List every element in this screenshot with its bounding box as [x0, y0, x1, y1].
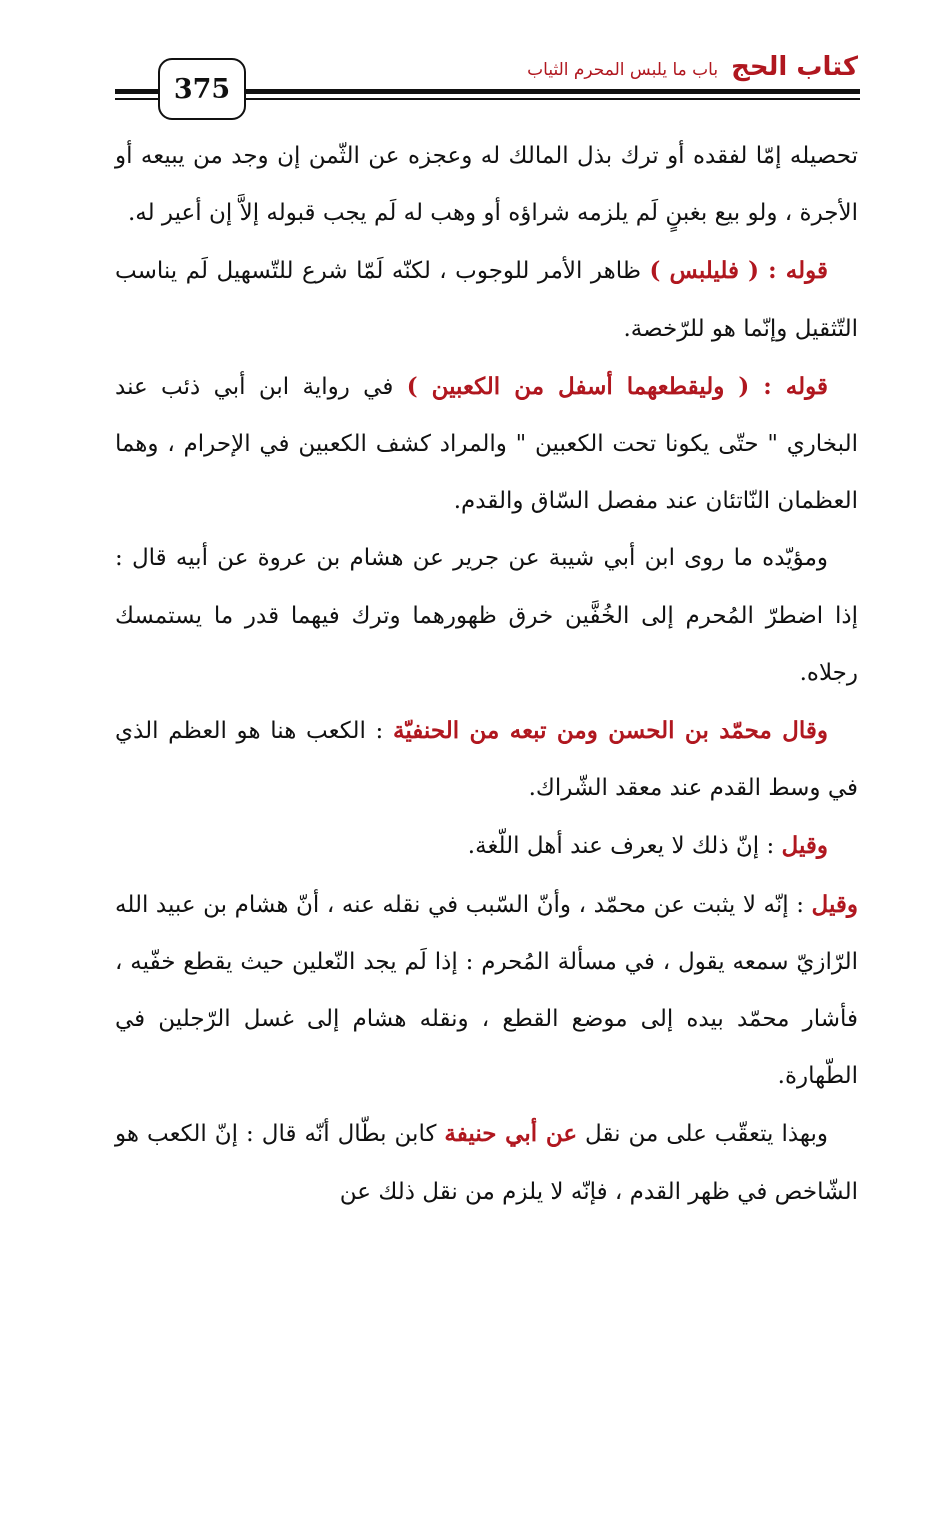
- paragraph-8: [115, 1105, 858, 1220]
- paragraph-8-keyword: عن أبي حنيفة: [444, 1120, 578, 1148]
- paragraph-6-text: : إنّ ذلك لا يعرف عند أهل اللّغة.: [467, 833, 782, 860]
- paragraph-2-keyword: قوله : ( فليلبس ): [649, 257, 828, 285]
- paragraph-8-text: كابن بطّال أنّه قال : إنّ الكعب هو الشّاخص في ظهر القدم ، فإنّه لا يلزم من نقل ذلك عن: [115, 1121, 858, 1205]
- paragraph-3-keyword: قوله : ( وليقطعهما أسفل من الكعبين ): [406, 372, 828, 400]
- book-title: كتاب الحج: [731, 52, 858, 82]
- paragraph-5: [115, 702, 858, 817]
- paragraph-1: [115, 128, 858, 242]
- paragraph-5-keyword: وقال محمّد بن الحسن ومن تبعه من الحنفيّة: [393, 717, 829, 745]
- page-number-box: [158, 58, 246, 120]
- paragraph-5-text: : الكعب هنا هو العظم الذي في وسط القدم عند معقد الشّراك.: [115, 718, 858, 802]
- paragraph-6: [115, 817, 858, 875]
- paragraph-4-text: ومؤيّده ما روى ابن أبي شيبة عن جرير عن هشام بن عروة عن أبيه قال : إذا اضطرّ المُحرم إلى الخُفَّين خرق ظهورهما وترك فيهما قدر ما يستمسك رجلاه.: [115, 545, 858, 686]
- paragraph-3: [115, 358, 858, 531]
- paragraph-7-text: : إنّه لا يثبت عن محمّد ، وأنّ السّبب في نقله عنه ، أنّ هشام بن عبيد الله الرّازيّ سمعه يقول ، في مسألة المُحرم : إذا لَم يجد النّعلين حيث يقطع خفّيه ، فأشار محمّد بيده إلى موضع القطع ، ونقله هشام إلى غسل الرّجلين في الطّهارة.: [115, 891, 858, 1090]
- paragraph-4: [115, 530, 858, 702]
- paragraph-8-lead: وبهذا يتعقّب على من نقل: [577, 1121, 829, 1148]
- paragraph-2-text: ظاهر الأمر للوجوب ، لكنّه لَمّا شرع للتّسهيل لَم يناسب التّثقيل وإنّما هو للرّخصة.: [115, 258, 858, 342]
- page-number: 375: [173, 73, 231, 105]
- paragraph-7-keyword: وقيل: [811, 890, 858, 918]
- paragraph-7: [115, 876, 858, 1106]
- page-body: [115, 128, 858, 1221]
- page-header: [0, 0, 945, 130]
- paragraph-1-text: تحصيله إمّا لفقده أو ترك بذل المالك له وعجزه عن الثّمن إن وجد من يبيعه أو الأجرة ، ولو بيع بغبنٍ لَم يلزمه شراؤه أو وهب له لَم يجب قبوله إلاَّ إن أعير له.: [115, 143, 858, 227]
- paragraph-3-text: في رواية ابن أبي ذئب عند البخاري " حتّى يكونا تحت الكعبين " والمراد كشف الكعبين في الإحرام ، وهما العظمان النّاتئان عند مفصل السّاق والقدم.: [115, 373, 858, 515]
- running-head: [527, 52, 858, 82]
- paragraph-6-keyword: وقيل: [781, 832, 828, 860]
- paragraph-2: [115, 242, 858, 357]
- section-title: باب ما يلبس المحرم الثياب: [527, 60, 719, 80]
